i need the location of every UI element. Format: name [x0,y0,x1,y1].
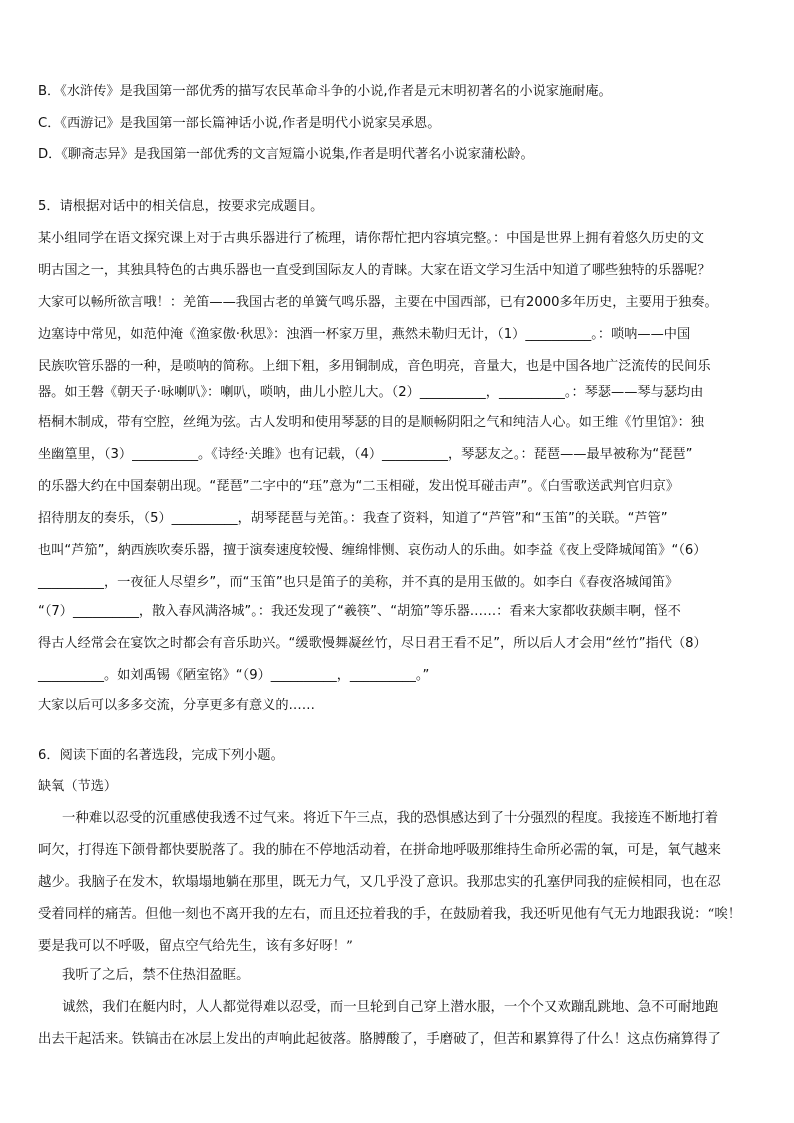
excerpt-line: 要是我可以不呼吸，留点空气给先生，该有多好呀！” [38,939,353,954]
excerpt-line: 出去干起活来。铁镐击在冰层上发出的声响此起彼落。胳膊酸了，手磨破了，但苦和累算得了什么！这点伤痛算得了 [38,1032,721,1047]
q5-line: 大家可以畅所欲言哦！：羌笛——我国古老的单簧气鸣乐器，主要在中国西部，已有2000多年历史，主要用于独奏。 [38,295,718,310]
q5-line: 某小组同学在语文探究课上对于古典乐器进行了梳理，请你帮忙把内容填完整。：中国是世界上拥有着悠久历史的文 [38,231,704,246]
question-6-title: 6．阅读下面的名著选段，完成下列小题。 [38,748,284,763]
option-b: B．《水浒传》是我国第一部优秀的描写农民革命斗争的小说,作者是元末明初著名的小说家施耐庵。 [38,84,612,99]
option-c: C．《西游记》是我国第一部长篇神话小说,作者是明代小说家吴承恩。 [38,116,441,131]
q5-line: 明古国之一，其独具特色的古典乐器也一直受到国际友人的青睐。大家在语文学习生活中知道了哪些独特的乐器呢？ [38,263,711,278]
q5-line: 也叫“芦笳”，納西族吹奏乐器，擅于演奏速度较慢、缠绵悱恻、哀伤动人的乐曲。如李益《夜上受降城闻笛》“（6） [38,543,707,558]
excerpt-line: 呵欠，打得连下颌骨都快要脱落了。我的肺在不停地活动着，在拼命地呼吸那维持生命所必需的氧，可是，氧气越来 [38,843,721,858]
q5-line: __________，一夜征人尽望乡”，而“玉笛”也只是笛子的美称，并不真的是用玉做的。如李白《春夜洛城闻笛》 [38,575,679,590]
excerpt-title: 缺氧（节选） [38,779,118,794]
q5-line: 的乐器大约在中国秦朝出现。“琵琶”二字中的“珏”意为“二玉相碰，发出悦耳碰击声”。《白雪歌送武判官归京》 [38,479,680,494]
excerpt-line: 一种难以忍受的沉重感使我透不过气来。将近下午三点，我的恐惧感达到了十分强烈的程度。我接连不断地打着 [62,811,719,826]
excerpt-line: 我听了之后，禁不住热泪盈眶。 [62,968,250,983]
q5-line: 大家以后可以多多交流，分享更多有意义的…… [38,698,315,713]
q5-line: __________。如刘禹锡《陋室铭》“（9）__________，__________。” [38,668,430,683]
q5-line: 招待朋友的奏乐，（5）__________，胡琴琵琶与羌笛。：我查了资料，知道了“芦管”和“玉笛”的关联。“芦管” [38,511,668,526]
excerpt-line: 受着同样的痛苦。但他一刻也不离开我的左右，而且还拉着我的手，在鼓励着我，我还听见他有气无力地跟我说：“唉！ [38,907,742,922]
q5-line: 梧桐木制成，带有空腔，丝绳为弦。古人发明和使用琴瑟的目的是顺畅阴阳之气和纯洁人心。如王维《竹里馆》：独 [38,415,704,430]
q5-line: “（7）__________，散入春风满洛城”。：我还发现了“羲筷”、“胡笳”等乐器……：看来大家都收获颇丰啊，怪不 [38,604,681,619]
question-5-title: 5．请根据对话中的相关信息，按要求完成题目。 [38,199,324,214]
q5-line: 坐幽篁里，（3）__________。《诗经·关雎》也有记载，（4）__________，琴瑟友之。：琵琶——最早被称为“琵琶” [38,447,693,462]
q5-line: 边塞诗中常见，如范仲淹《渔家傲·秋思》：浊酒一杯家万里，燕然未勒归无计，（1）__________。：唢呐——中国 [38,327,691,342]
option-d: D．《聊斋志异》是我国第一部优秀的文言短篇小说集,作者是明代著名小说家蒲松龄。 [38,147,534,162]
q5-line: 民族吹管乐器的一种，是唢呐的简称。上细下粗，多用铜制成，音色明亮，音量大，也是中国各地广泛流传的民间乐 [38,359,711,374]
excerpt-line: 越少。我脑子在发木，软塌塌地躺在那里，既无力气，又几乎没了意识。我那忠实的孔塞伊同我的症候相同，也在忍 [38,875,721,890]
excerpt-line: 诚然，我们在艇内时，人人都觉得难以忍受，而一旦轮到自己穿上潜水服，一个个又欢蹦乱跳地、急不可耐地跑 [62,1000,719,1015]
q5-line: 得古人经常会在宴饮之时都会有音乐助兴。“缓歌慢舞凝丝竹，尽日君王看不足”，所以后人才会用“丝竹”指代（8） [38,636,707,651]
q5-line: 器。如王磐《朝天子·咏喇叭》：喇叭，唢呐，曲儿小腔儿大。（2）__________，__________。：琴瑟——琴与瑟均由 [38,385,704,400]
